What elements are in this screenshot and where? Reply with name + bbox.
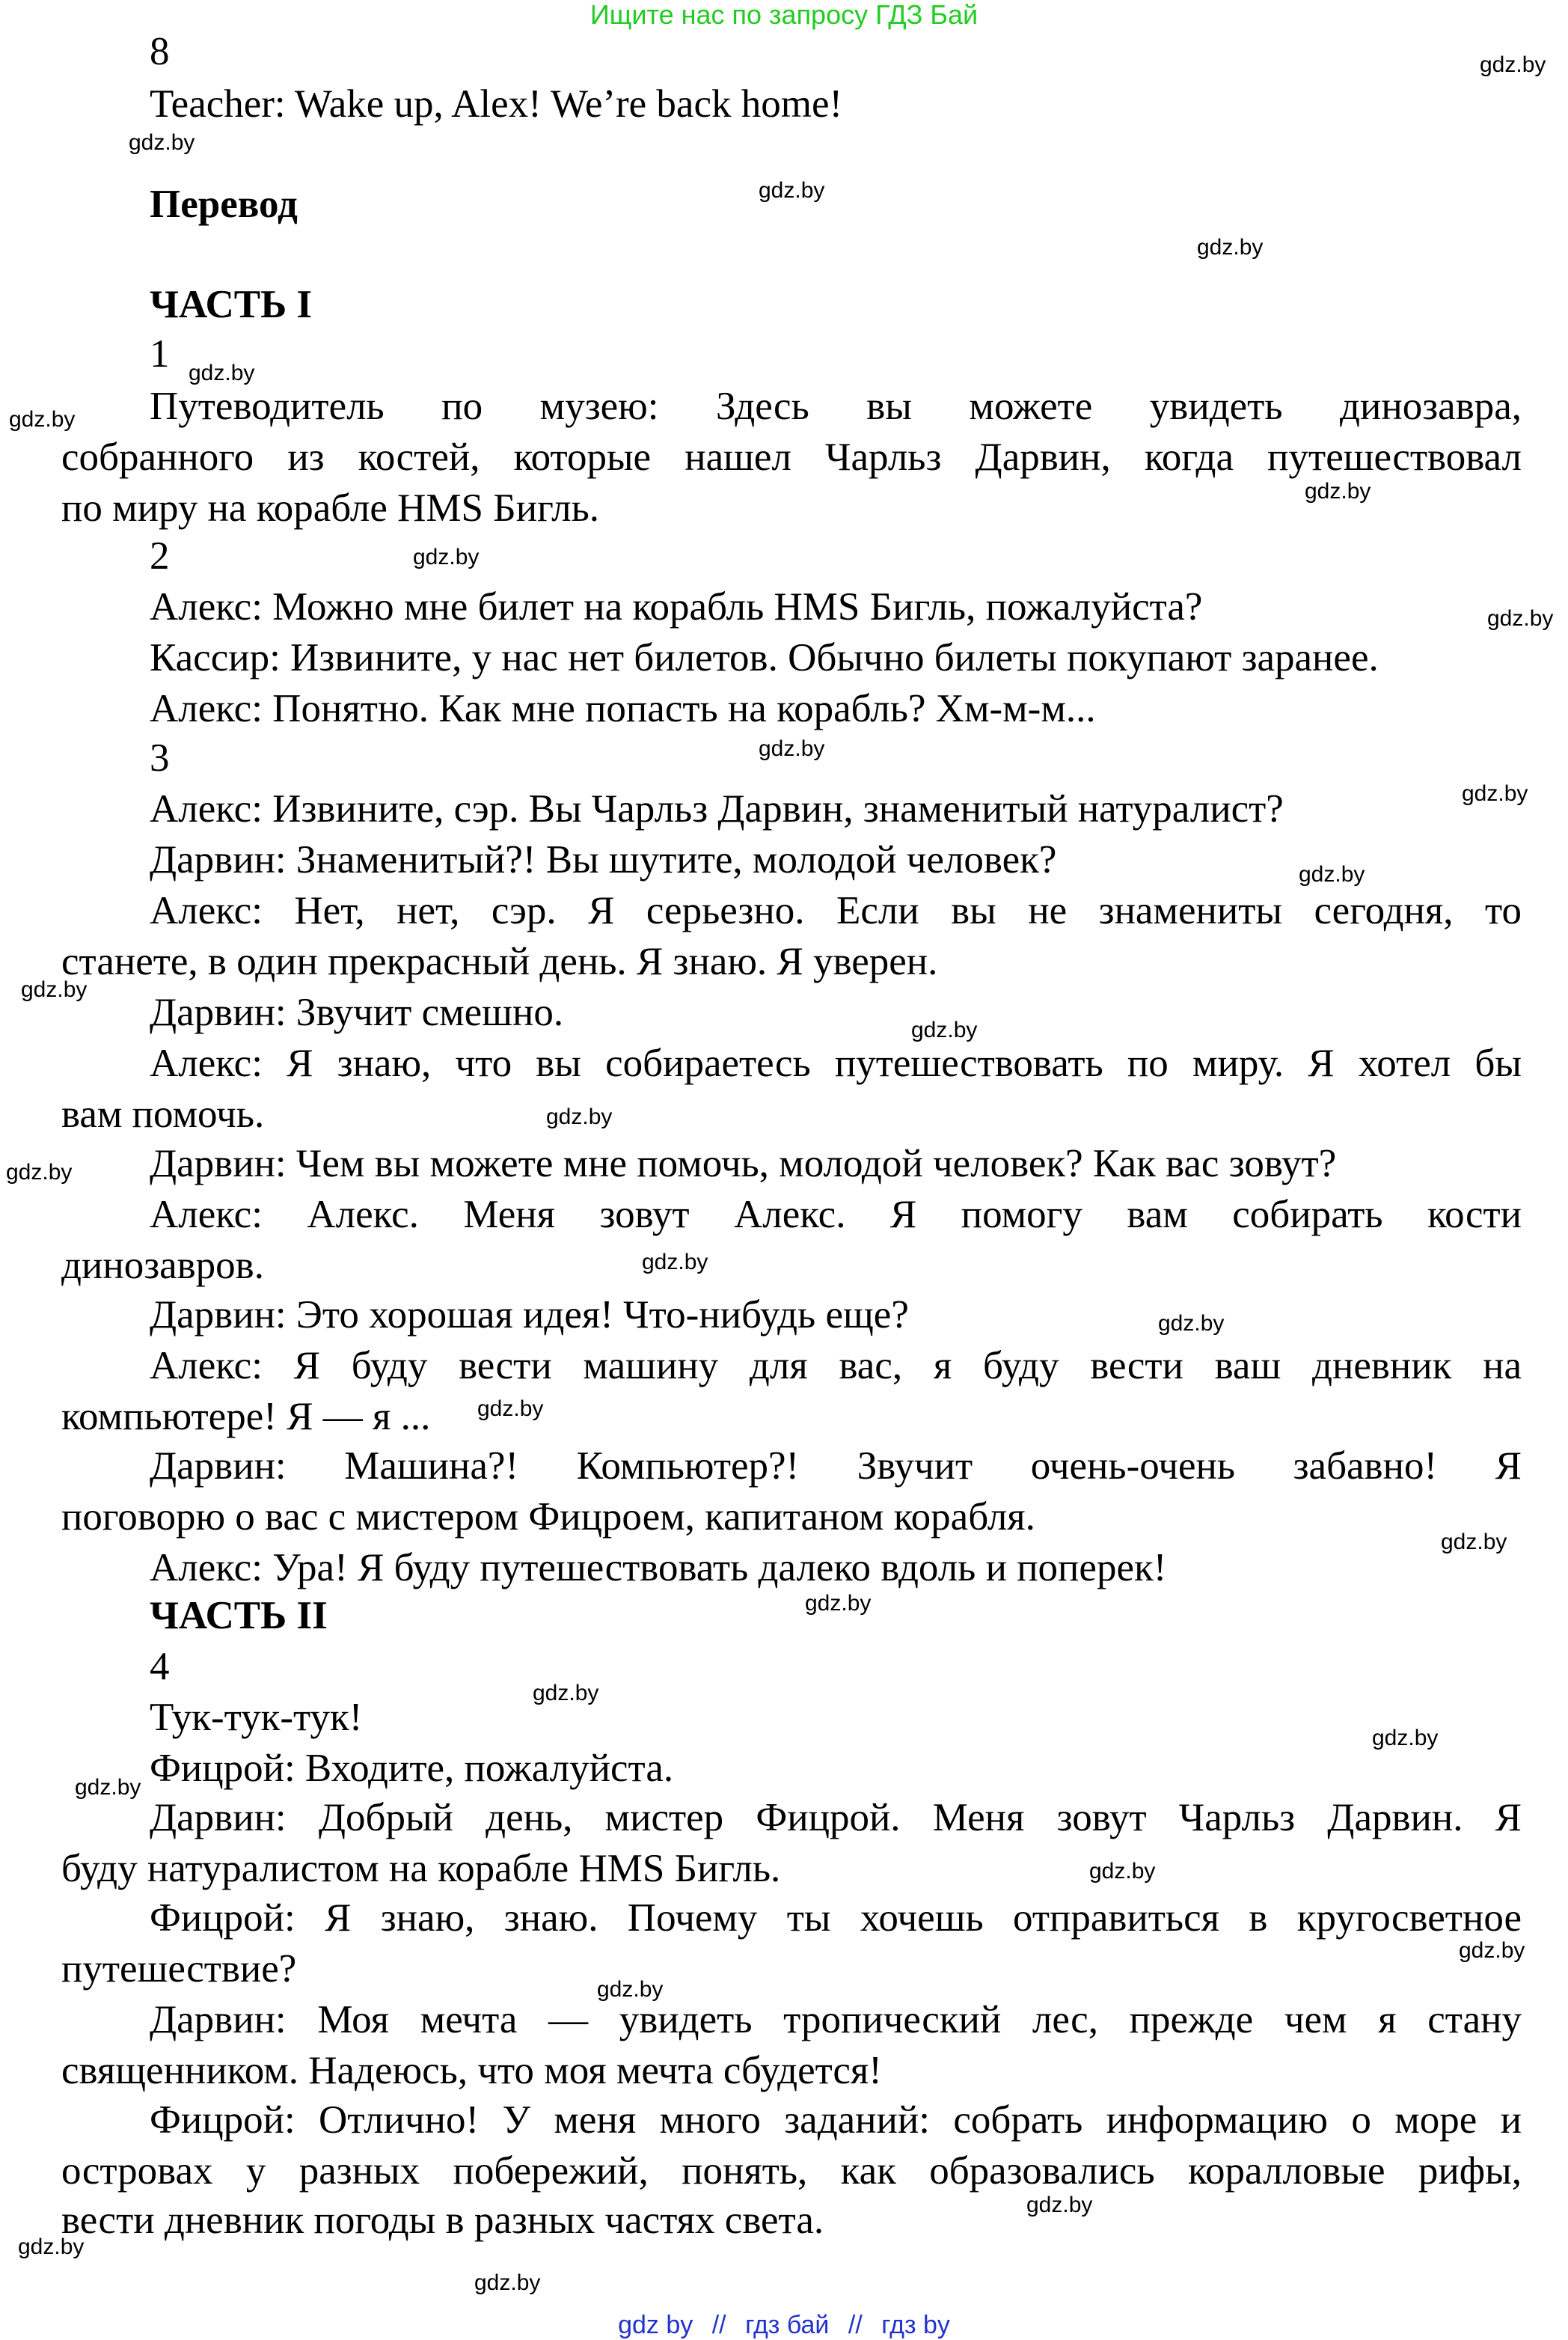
text-line: Тук-тук-тук! [150,1696,363,1739]
watermark: gdz.by [1459,1938,1525,1963]
text-line: Фицрой: Отлично! У меня много заданий: собрать информацию о море и [150,2098,1522,2142]
section-number: 2 [150,534,170,578]
text-line: вести дневник погоды в разных частях света. [61,2199,824,2242]
text-line: Дарвин: Чем вы можете мне помочь, молодой человек? Как вас зовут? [150,1142,1337,1185]
watermark: gdz.by [1089,1859,1156,1884]
watermark: gdz.by [413,545,480,569]
watermark: gdz.by [642,1250,708,1274]
text-line: Алекс: Ура! Я буду путешествовать далеко вдоль и поперек! [150,1546,1167,1589]
watermark: gdz.by [1480,52,1546,77]
footer-links [0,2311,1568,2339]
text-line: Дарвин: Моя мечта — увидеть тропический лес, прежде чем я стану [150,1998,1522,2041]
watermark: gdz.by [474,2270,541,2295]
footer-link[interactable]: гдз by [881,2311,950,2339]
text-line: Алекс: Можно мне билет на корабль HMS Бигль, пожалуйста? [150,585,1203,629]
watermark: gdz.by [805,1591,872,1616]
watermark: gdz.by [1462,781,1528,806]
heading-translation: Перевод [150,183,298,226]
watermark: gdz.by [189,361,255,385]
text-line: священником. Надеюсь, что моя мечта сбудется! [61,2049,882,2092]
watermark: gdz.by [18,2234,85,2259]
text-line: собранного из костей, которые нашел Чарльз Дарвин, когда путешествовал [61,436,1522,479]
text-line: Алекс: Понятно. Как мне попасть на корабль? Хм-м-м... [150,687,1096,730]
watermark: gdz.by [21,977,88,1002]
text-line: путешествие? [61,1947,297,1991]
watermark: gdz.by [9,407,76,432]
watermark: gdz.by [1441,1530,1507,1554]
watermark: gdz.by [759,178,825,203]
text-line: буду натуралистом на корабле HMS Бигль. [61,1847,781,1890]
watermark: gdz.by [1158,1311,1225,1336]
watermark: gdz.by [1305,479,1371,504]
text-line: Фицрой: Входите, пожалуйста. [150,1747,674,1790]
watermark: gdz.by [75,1775,141,1800]
text-line: вам помочь. [61,1093,265,1136]
section-number: 1 [150,332,170,376]
text-line: Дарвин: Звучит смешно. [150,991,564,1034]
text-line: Алекс: Я буду вести машину для вас, я буду вести ваш дневник на [150,1344,1522,1387]
section-number: 4 [150,1645,170,1688]
footer-separator: // [711,2311,726,2339]
text-line: Фицрой: Я знаю, знаю. Почему ты хочешь отправиться в кругосветное [150,1896,1522,1940]
text-line: Путеводитель по музею: Здесь вы можете увидеть динозавра, [150,385,1522,428]
text-line: Дарвин: Знаменитый?! Вы шутите, молодой человек? [150,838,1057,882]
text-line: компьютере! Я — я ... [61,1395,431,1438]
text-line: Кассир: Извините, у нас нет билетов. Обычно билеты покупают заранее. [150,636,1379,679]
heading-part-1: ЧАСТЬ I [150,283,313,326]
watermark: gdz.by [1372,1726,1439,1750]
watermark: gdz.by [759,736,825,761]
watermark: gdz.by [477,1396,544,1421]
watermark: gdz.by [1299,862,1365,887]
text-line: Дарвин: Это хорошая идея! Что-нибудь еще? [150,1293,909,1337]
text-line: поговорю о вас с мистером Фицроем, капитаном корабля. [61,1495,1035,1539]
text-line: Алекс: Алекс. Меня зовут Алекс. Я помогу вам собирать кости [150,1193,1522,1236]
watermark: gdz.by [6,1160,73,1185]
section-number: 8 [150,30,170,73]
header-banner[interactable]: Ищите нас по запросу ГДЗ Бай [589,0,979,30]
watermark: gdz.by [911,1018,978,1042]
section-number: 3 [150,736,170,780]
watermark: gdz.by [546,1105,613,1129]
text-line: динозавров. [61,1244,264,1287]
footer-link[interactable]: gdz by [618,2311,693,2339]
watermark: gdz.by [597,1977,664,2002]
text-line: Teacher: Wake up, Alex! We’re back home! [150,82,843,126]
text-line: Алекс: Я знаю, что вы собираетесь путешествовать по миру. Я хотел бы [150,1042,1522,1085]
text-line: Дарвин: Машина?! Компьютер?! Звучит очень-очень забавно! Я [150,1444,1522,1488]
watermark: gdz.by [129,130,195,155]
watermark: gdz.by [1197,235,1264,260]
text-line: Алекс: Нет, нет, сэр. Я серьезно. Если вы не знамениты сегодня, то [150,889,1522,932]
watermark: gdz.by [1487,606,1554,631]
watermark: gdz.by [1026,2193,1093,2217]
footer-link[interactable]: гдз бай [745,2311,830,2339]
text-line: по миру на корабле HMS Бигль. [61,486,599,530]
text-line: Дарвин: Добрый день, мистер Фицрой. Меня зовут Чарльз Дарвин. Я [150,1796,1522,1839]
heading-part-2: ЧАСТЬ II [150,1594,328,1637]
text-line: островах у разных побережий, понять, как образовались коралловые рифы, [61,2149,1522,2193]
text-line: станете, в один прекрасный день. Я знаю. Я уверен. [61,940,938,983]
text-line: Алекс: Извините, сэр. Вы Чарльз Дарвин, знаменитый натуралист? [150,787,1284,831]
footer-separator: // [848,2311,863,2339]
watermark: gdz.by [533,1681,599,1705]
